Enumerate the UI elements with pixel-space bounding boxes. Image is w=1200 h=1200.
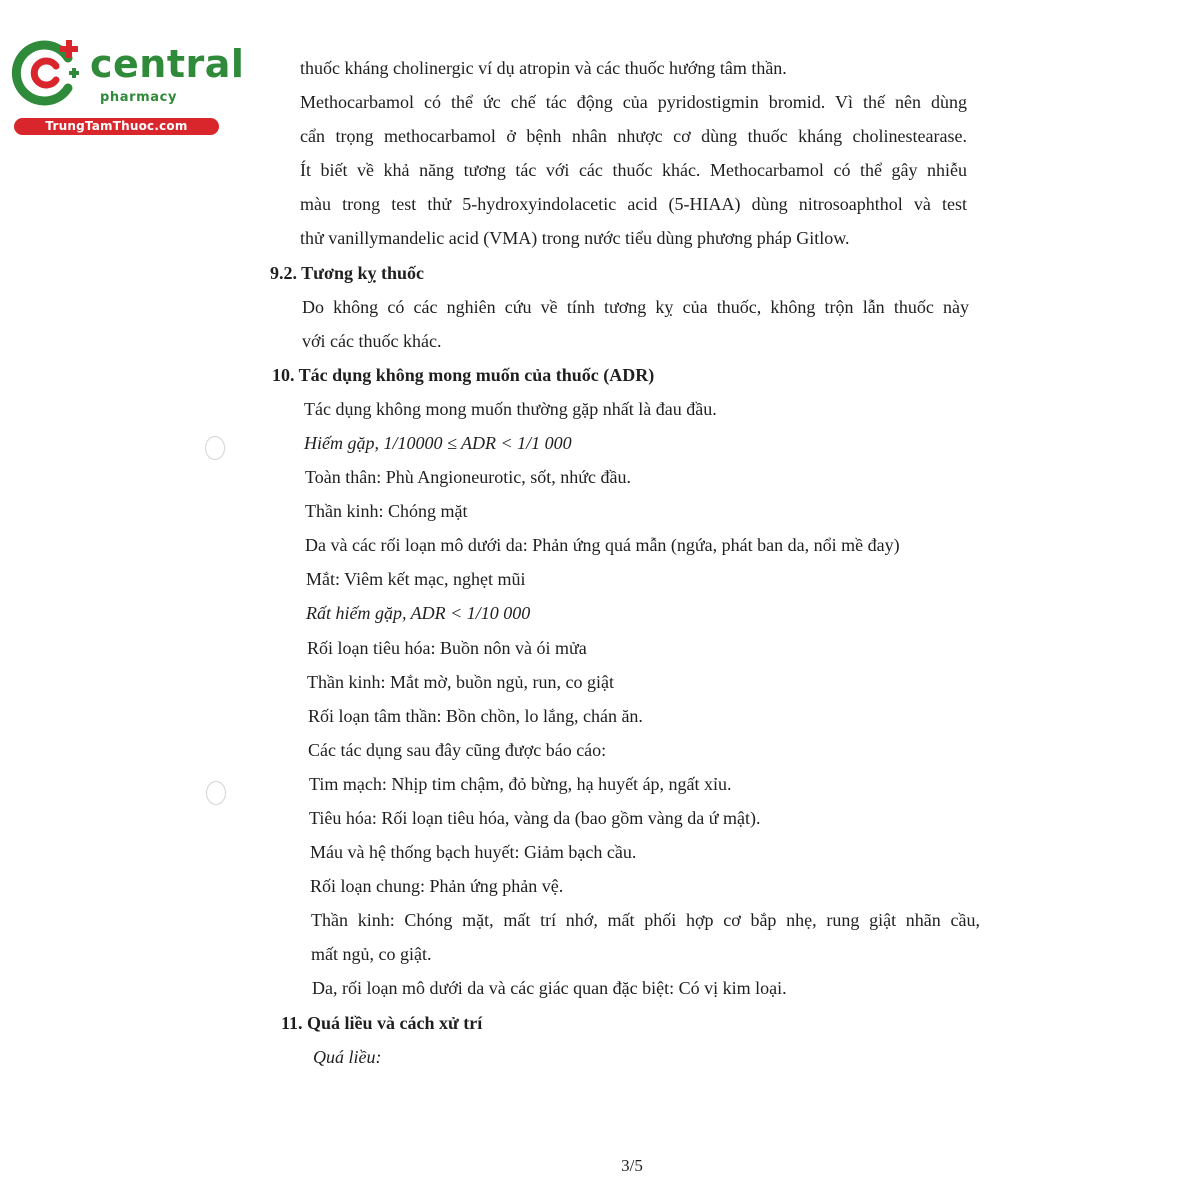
text-line: Thần kinh: Chóng mặt, mất trí nhớ, mất phối hợp cơ bắp nhẹ, rung giật nhãn cầu, xyxy=(311,910,980,930)
text-line: màu trong test thử 5-hydroxyindolacetic acid (5-HIAA) dùng nitrosoaphthol và test xyxy=(300,194,967,214)
pharmacy-cross-logo-icon xyxy=(10,36,84,110)
punch-hole-top xyxy=(205,436,225,460)
section-heading-11: 11. Quá liều và cách xử trí xyxy=(281,1013,483,1033)
text-line: Thần kinh: Chóng mặt xyxy=(305,501,468,521)
punch-hole-bottom xyxy=(206,781,226,805)
central-pharmacy-logo xyxy=(10,34,245,138)
text-line: Da, rối loạn mô dưới da và các giác quan đặc biệt: Có vị kim loại. xyxy=(312,978,787,998)
text-line: Rối loạn tâm thần: Bồn chồn, lo lắng, chán ăn. xyxy=(308,706,643,726)
page-number: 3/5 xyxy=(621,1156,643,1175)
text-line: Da và các rối loạn mô dưới da: Phản ứng quá mẫn (ngứa, phát ban da, nổi mề đay) xyxy=(305,535,900,555)
text-line: thuốc kháng cholinergic ví dụ atropin và các thuốc hướng tâm thần. xyxy=(300,58,787,78)
text-line: Do không có các nghiên cứu về tính tương kỵ của thuốc, không trộn lẫn thuốc này xyxy=(302,297,969,317)
logo-website: TrungTamThuoc.com xyxy=(14,118,219,135)
text-line: Rối loạn tiêu hóa: Buồn nôn và ói mửa xyxy=(307,638,587,658)
frequency-subheading-very-rare: Rất hiếm gặp, ADR < 1/10 000 xyxy=(306,603,531,623)
text-line: Tiêu hóa: Rối loạn tiêu hóa, vàng da (bao gồm vàng da ứ mật). xyxy=(309,808,761,828)
text-line: Thần kinh: Mắt mờ, buồn ngủ, run, co giật xyxy=(307,672,614,692)
text-line: Rối loạn chung: Phản ứng phản vệ. xyxy=(310,876,564,896)
text-line: Ít biết về khả năng tương tác với các thuốc khác. Methocarbamol có thể gây nhiễu xyxy=(300,160,967,180)
text-line: Tác dụng không mong muốn thường gặp nhất là đau đầu. xyxy=(304,399,717,419)
text-line: cẩn trọng methocarbamol ở bệnh nhân nhược cơ dùng thuốc kháng cholinestearase. xyxy=(300,126,967,146)
text-line: Methocarbamol có thể ức chế tác động của pyridostigmin bromid. Vì thế nên dùng xyxy=(300,92,967,112)
text-line: mất ngủ, co giật. xyxy=(311,944,432,964)
text-line: Các tác dụng sau đây cũng được báo cáo: xyxy=(308,740,607,760)
frequency-subheading-rare: Hiếm gặp, 1/10000 ≤ ADR < 1/1 000 xyxy=(304,433,572,453)
text-line: với các thuốc khác. xyxy=(302,331,442,351)
section-heading-10: 10. Tác dụng không mong muốn của thuốc (ADR) xyxy=(272,365,655,385)
text-line: Toàn thân: Phù Angioneurotic, sốt, nhức đầu. xyxy=(305,467,631,487)
text-line: Tim mạch: Nhịp tim chậm, đỏ bừng, hạ huyết áp, ngất xỉu. xyxy=(309,774,732,794)
text-line: thử vanillymandelic acid (VMA) trong nước tiểu dùng phương pháp Gitlow. xyxy=(300,228,850,248)
text-line: Mắt: Viêm kết mạc, nghẹt mũi xyxy=(306,569,526,589)
logo-tagline: pharmacy xyxy=(100,90,178,105)
text-line: Máu và hệ thống bạch huyết: Giảm bạch cầu. xyxy=(310,842,637,862)
subheading-overdose: Quá liều: xyxy=(313,1047,382,1067)
logo-brand-name: central xyxy=(90,42,245,86)
section-heading-9-2: 9.2. Tương kỵ thuốc xyxy=(270,263,424,283)
